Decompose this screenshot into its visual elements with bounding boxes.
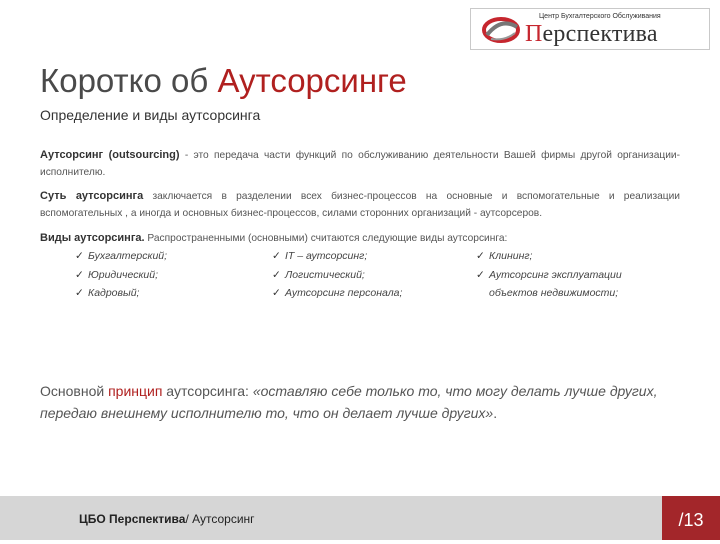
list-item [476,247,622,266]
logo-name [525,21,658,48]
types-list-1 [75,247,167,303]
principle-keyword: принцип [108,383,163,399]
list-item [272,284,402,303]
checkmark-icon: ✓ [272,250,281,262]
footer-caption [79,512,255,526]
essence-text: заключается в разделении всех бизнес-процессов на основные и вспомогательные и реализации вспомогательных , а иногда и основных бизнес-процессов, силами сторонних организаций - аутсорсеров. [40,191,680,219]
list-item [476,284,622,303]
list-item [476,266,622,285]
footer-section: / Аутсорсинг [185,512,255,526]
logo-swirl-icon [481,15,521,45]
types-paragraph [40,230,680,247]
types-term: Виды аутсорсинга. [40,232,145,244]
list-item-text: Кадровый; [88,287,140,299]
types-text: Распространенными (основными) считаются следующие виды аутсорсинга: [144,233,508,244]
checkmark-icon: ✓ [272,287,281,299]
checkmark-icon: ✓ [272,268,281,281]
footer-company: ЦБО Перспектива [79,512,186,526]
logo-first-letter: П [525,21,543,47]
list-item-text: объектов недвижимости; [489,287,619,299]
page-number-badge: /13 [662,496,720,540]
principle-quote: «оставляю себе только то, что могу делать лучше других, передаю внешнему исполнителю то, что он делает лучше других» [40,383,658,421]
page-title [40,62,407,100]
list-item-text: Клининг; [489,250,533,262]
title-accent: Аутсорсинге [217,62,407,99]
list-item-text: Бухгалтерский; [88,250,168,262]
checkmark-icon: ✓ [75,250,84,262]
list-item [75,247,167,266]
list-item-text: Аутсорсинг персонала; [285,287,403,299]
types-list-2 [272,247,402,303]
definition-paragraph [40,147,680,181]
essence-paragraph [40,188,680,222]
checkmark-icon: ✓ [476,268,485,281]
list-item [75,284,167,303]
principle-lead: Основной [40,383,109,399]
logo-name-rest: ерспектива [542,21,658,47]
checkmark-icon: ✓ [75,268,84,281]
principle-end: . [493,405,498,421]
checkmark-icon: ✓ [476,250,485,262]
list-item-text: IT – аутсорсинг; [285,250,368,262]
page-subtitle: Определение и виды аутсорсинга [40,107,261,123]
list-item-text: Юридический; [88,268,159,281]
list-item [272,247,402,266]
types-list-3 [476,247,622,303]
title-part: Коротко об [40,62,218,99]
principle-mid: аутсорсинга: [162,383,253,399]
definition-text: - это передача части функций по обслуживанию деятельности Вашей фирмы другой организации-исполнителю. [40,150,680,178]
footer-bar [0,496,720,540]
list-item [272,266,402,285]
list-item-text: Аутсорсинг эксплуатации [489,268,622,281]
definition-term: Аутсорсинг (outsourcing) [40,149,180,161]
logo-subtitle: Центр Бухгалтерского Обслуживания [539,13,661,20]
principle-statement [40,380,700,424]
checkmark-icon: ✓ [75,287,84,299]
list-item [75,266,167,285]
essence-term: Суть аутсорсинга [40,190,144,202]
company-logo [470,8,710,50]
list-item-text: Логистический; [285,268,365,281]
